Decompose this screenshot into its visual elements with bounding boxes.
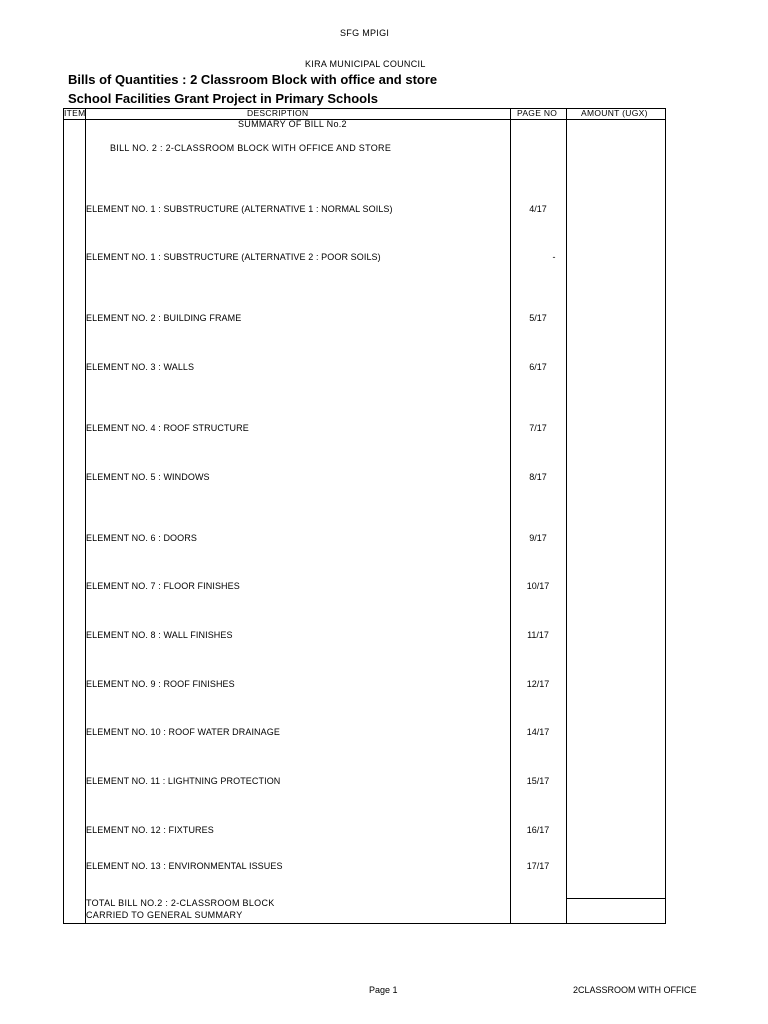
row-page-no: - bbox=[552, 252, 556, 262]
row-page-no: 4/17 bbox=[529, 204, 547, 214]
carried-to-summary-label: CARRIED TO GENERAL SUMMARY bbox=[86, 910, 243, 920]
column-header-page-no: PAGE NO bbox=[517, 108, 558, 118]
row-description: ELEMENT NO. 2 : BUILDING FRAME bbox=[86, 313, 242, 323]
table-row bbox=[86, 423, 766, 437]
table-row bbox=[86, 362, 766, 376]
table-row bbox=[86, 825, 766, 839]
org-short-label: SFG MPIGI bbox=[340, 28, 390, 38]
table-row bbox=[86, 313, 766, 327]
table-row bbox=[86, 252, 766, 266]
bill-title: BILL NO. 2 : 2-CLASSROOM BLOCK WITH OFFICE AND STORE bbox=[110, 143, 392, 153]
row-description: ELEMENT NO. 6 : DOORS bbox=[86, 533, 197, 543]
row-description: ELEMENT NO. 10 : ROOF WATER DRAINAGE bbox=[86, 727, 280, 737]
document-subtitle: School Facilities Grant Project in Primary Schools bbox=[68, 91, 378, 106]
row-page-no: 16/17 bbox=[526, 825, 550, 835]
row-page-no: 8/17 bbox=[529, 472, 547, 482]
row-page-no: 5/17 bbox=[529, 313, 547, 323]
row-description: ELEMENT NO. 3 : WALLS bbox=[86, 362, 195, 372]
row-description: ELEMENT NO. 8 : WALL FINISHES bbox=[86, 630, 233, 640]
document-title: Bills of Quantities : 2 Classroom Block with office and store bbox=[68, 72, 438, 87]
row-page-no: 6/17 bbox=[529, 362, 547, 372]
table-row bbox=[86, 581, 766, 595]
row-page-no: 10/17 bbox=[526, 581, 550, 591]
table-row bbox=[86, 727, 766, 741]
row-description: ELEMENT NO. 11 : LIGHTNING PROTECTION bbox=[86, 776, 281, 786]
item-column-divider bbox=[85, 108, 86, 924]
column-header-amount: AMOUNT (UGX) bbox=[581, 108, 648, 118]
row-description: ELEMENT NO. 7 : FLOOR FINISHES bbox=[86, 581, 240, 591]
row-description: ELEMENT NO. 1 : SUBSTRUCTURE (ALTERNATIVE 2 : POOR SOILS) bbox=[86, 252, 381, 262]
column-header-item: ITEM bbox=[64, 108, 86, 118]
table-row bbox=[86, 630, 766, 644]
row-page-no: 17/17 bbox=[526, 861, 550, 871]
row-page-no: 7/17 bbox=[529, 423, 547, 433]
page-column-divider bbox=[566, 108, 567, 924]
row-page-no: 9/17 bbox=[529, 533, 547, 543]
row-description: ELEMENT NO. 12 : FIXTURES bbox=[86, 825, 214, 835]
column-header-description: DESCRIPTION bbox=[247, 108, 309, 118]
total-bill-label: TOTAL BILL NO.2 : 2-CLASSROOM BLOCK bbox=[86, 898, 275, 908]
sheet-name: 2CLASSROOM WITH OFFICE bbox=[573, 985, 697, 995]
row-description: ELEMENT NO. 4 : ROOF STRUCTURE bbox=[86, 423, 249, 433]
row-description: ELEMENT NO. 9 : ROOF FINISHES bbox=[86, 679, 235, 689]
row-page-no: 14/17 bbox=[526, 727, 550, 737]
table-right-border bbox=[665, 108, 666, 924]
table-left-border bbox=[63, 108, 64, 924]
table-row bbox=[86, 533, 766, 547]
table-top-border bbox=[63, 108, 666, 109]
table-row bbox=[86, 472, 766, 486]
table-bottom-border bbox=[63, 923, 666, 924]
table-row bbox=[86, 776, 766, 790]
row-page-no: 12/17 bbox=[526, 679, 550, 689]
table-row bbox=[86, 861, 766, 875]
page-number: Page 1 bbox=[369, 985, 398, 995]
description-column-divider bbox=[510, 108, 511, 924]
table-header-bottom-border bbox=[63, 119, 666, 120]
council-name: KIRA MUNICIPAL COUNCIL bbox=[305, 59, 426, 69]
row-page-no: 15/17 bbox=[526, 776, 550, 786]
row-description: ELEMENT NO. 13 : ENVIRONMENTAL ISSUES bbox=[86, 861, 283, 871]
row-page-no: 11/17 bbox=[527, 630, 549, 640]
table-row bbox=[86, 679, 766, 693]
row-description: ELEMENT NO. 5 : WINDOWS bbox=[86, 472, 210, 482]
amount-total-top-border bbox=[566, 898, 666, 899]
row-description: ELEMENT NO. 1 : SUBSTRUCTURE (ALTERNATIVE 1 : NORMAL SOILS) bbox=[86, 204, 393, 214]
table-row bbox=[86, 204, 766, 218]
summary-heading: SUMMARY OF BILL No.2 bbox=[238, 119, 347, 129]
